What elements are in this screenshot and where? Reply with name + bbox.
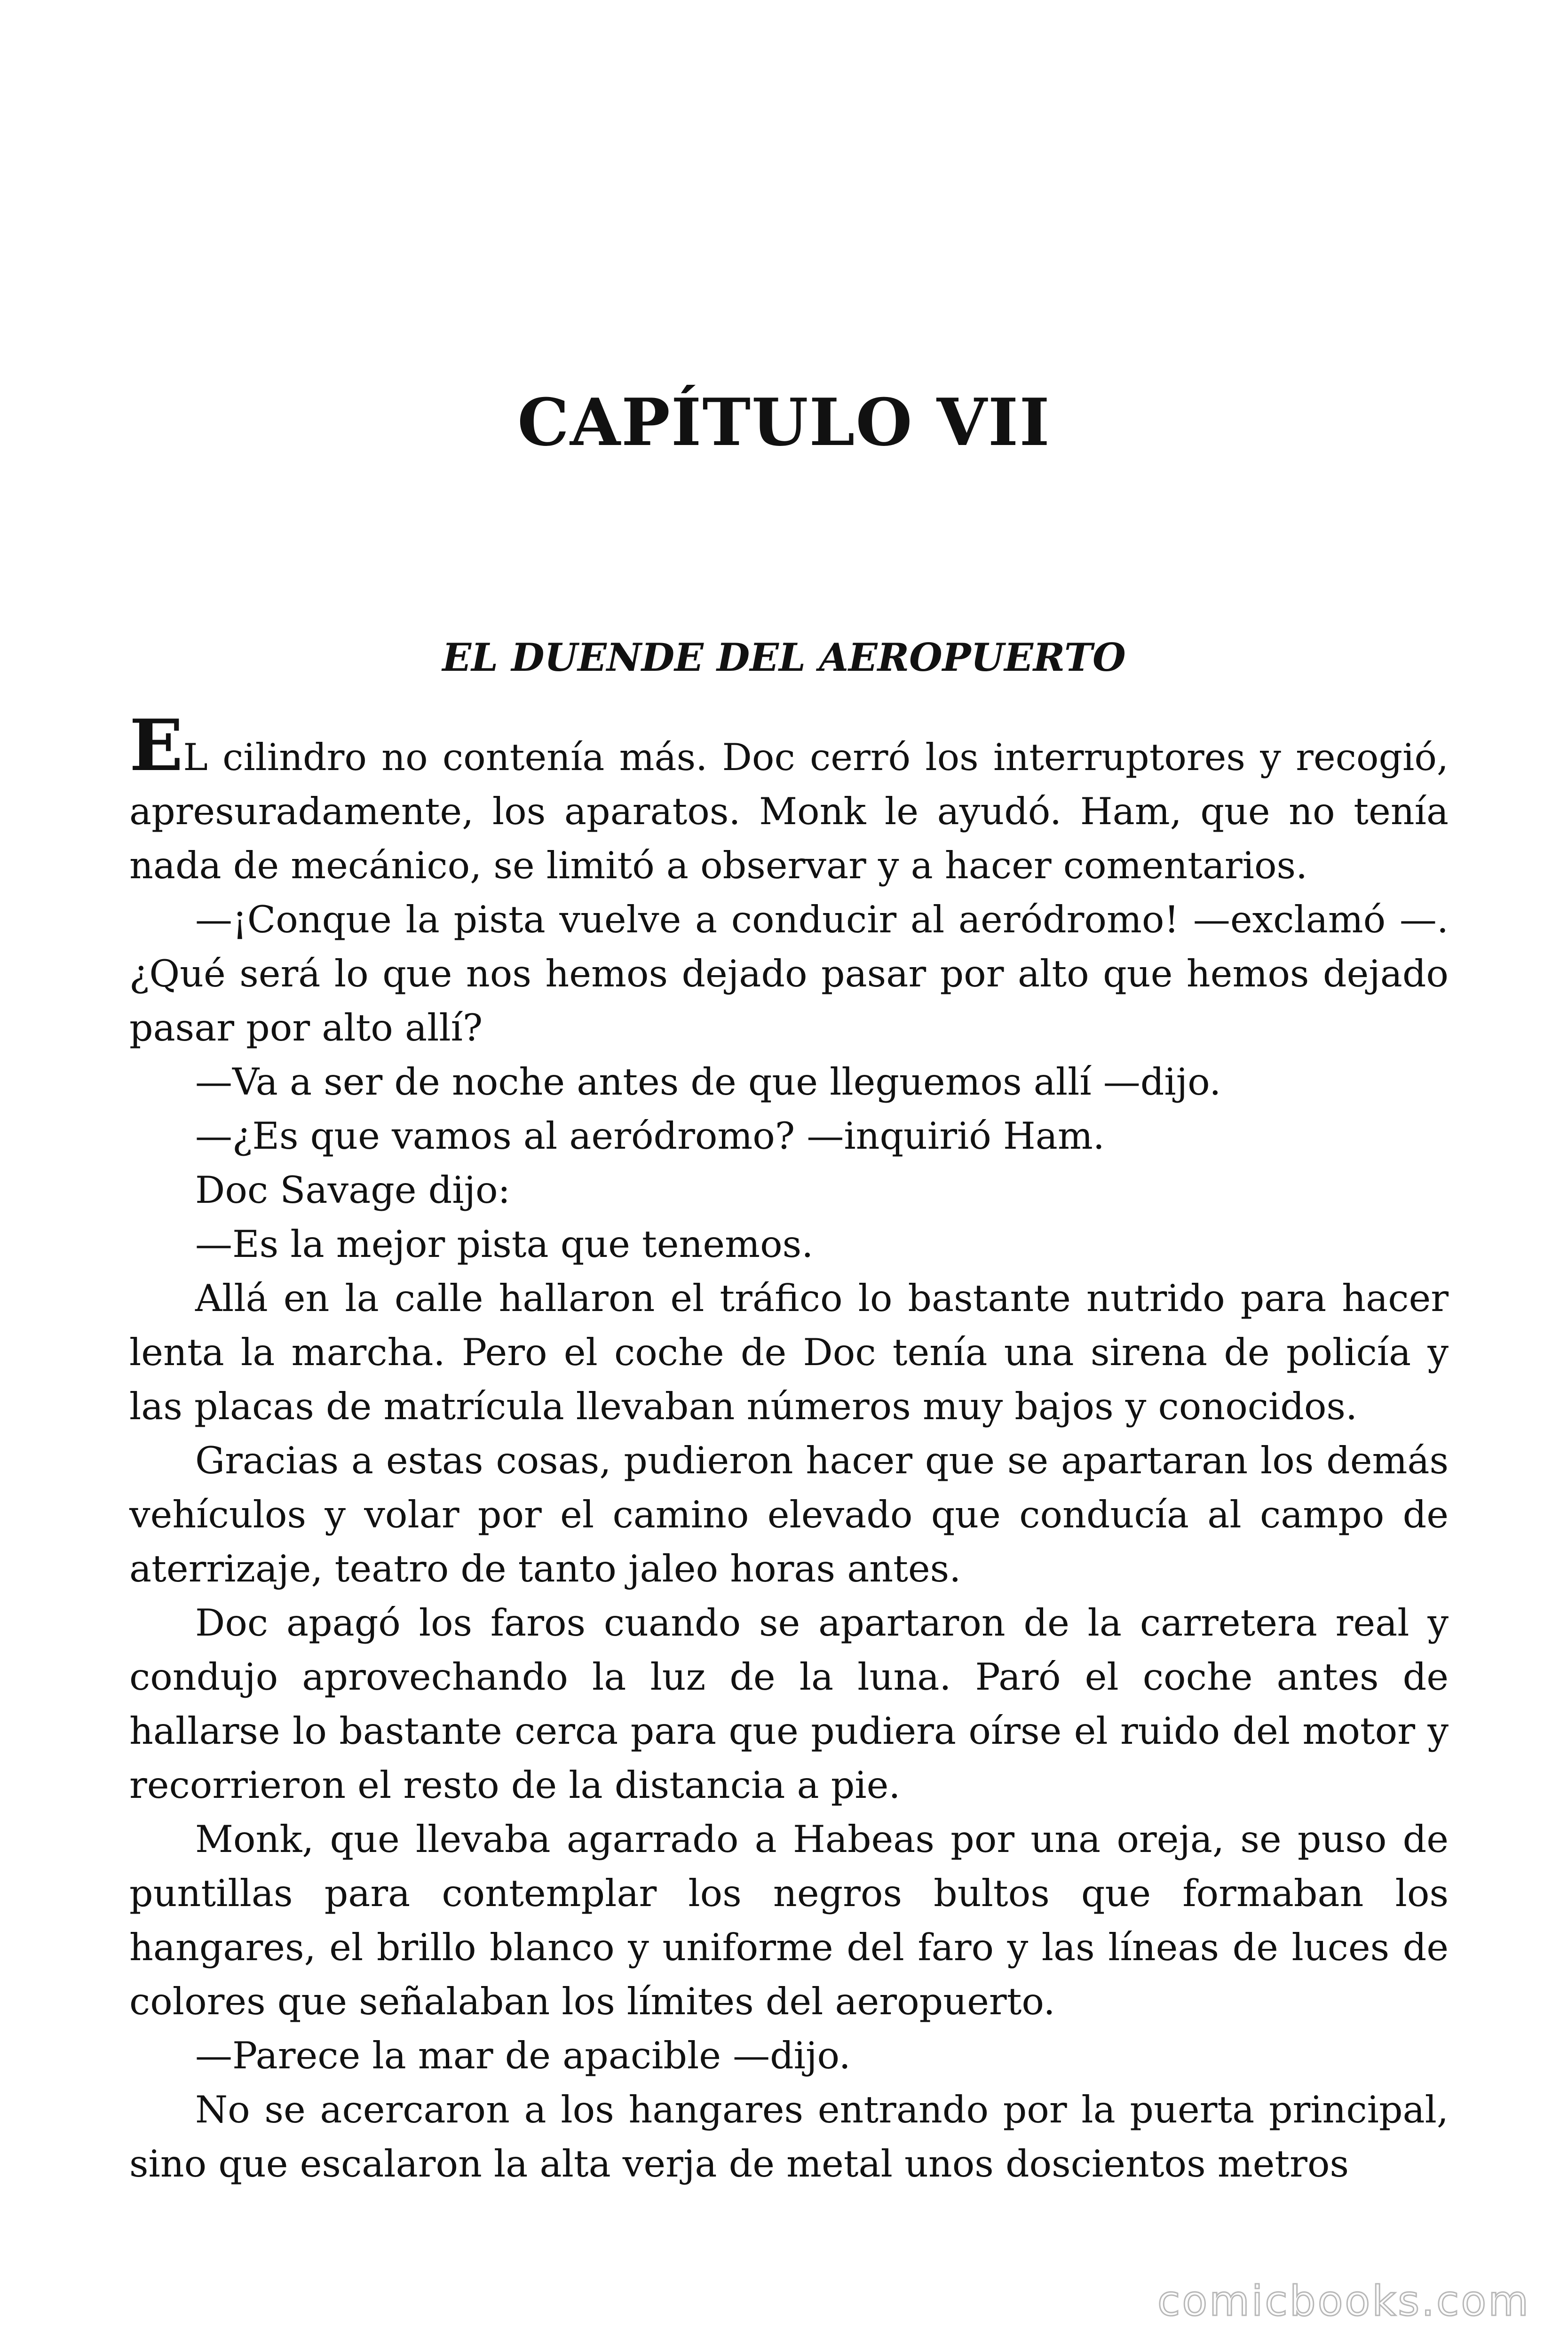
drop-cap: E <box>129 704 183 787</box>
paragraph: Doc Savage dijo: <box>195 1168 511 1212</box>
first-paragraph <box>129 704 1449 893</box>
paragraph: —Parece la mar de apacible —dijo. <box>195 2034 851 2077</box>
chapter-body <box>129 704 1449 2191</box>
paragraph: —Va a ser de noche antes de que lleguemos allí —dijo. <box>195 1060 1221 1104</box>
first-paragraph-text: cilindro no contenía más. Doc cerró los interruptores y recogió, apresuradamente, los aparatos. Monk le ayudó. Ham, que no tenía nada de mecánico, se limitó a observar y a hacer comentarios. <box>129 736 1449 887</box>
paragraph: —¿Es que vamos al aeródromo? —inquirió Ham. <box>195 1114 1105 1158</box>
drop-cap-lead: L <box>183 736 208 779</box>
paragraph: Gracias a estas cosas, pudieron hacer que se apartaran los demás vehículos y volar por el camino elevado que conducía al campo de aterrizaje, teatro de tanto jaleo horas antes. <box>129 1439 1449 1590</box>
watermark: comicbooks.com <box>1157 2277 1530 2325</box>
paragraph: —Es la mejor pista que tenemos. <box>195 1223 814 1266</box>
paragraph: No se acercaron a los hangares entrando por la puerta principal, sino que escalaron la alta verja de metal unos doscientos metros <box>129 2088 1449 2185</box>
paragraph: Monk, que llevaba agarrado a Habeas por una oreja, se puso de puntillas para contemplar los negros bultos que formaban los hangares, el brillo blanco y uniforme del faro y las líneas de luces de colores que señalaban los límites del aeropuerto. <box>129 1818 1449 2023</box>
chapter-title: CAPÍTULO VII <box>517 384 1051 461</box>
paragraph: Doc apagó los faros cuando se apartaron de la carretera real y condujo aprovechando la luz de la luna. Paró el coche antes de hallarse lo bastante cerca para que pudiera oírse el ruido del motor y recorrieron el resto de la distancia a pie. <box>129 1601 1449 1807</box>
chapter-subtitle: EL DUENDE DEL AEROPUERTO <box>442 636 1126 680</box>
paragraph: —¡Conque la pista vuelve a conducir al aeródromo! —exclamó —. ¿Qué será lo que nos hemos dejado pasar por alto que hemos dejado pasar por alto allí? <box>129 898 1449 1049</box>
paragraph: Allá en la calle hallaron el tráfico lo bastante nutrido para hacer lenta la marcha. Pero el coche de Doc tenía una sirena de policía y las placas de matrícula llevaban números muy bajos y conocidos. <box>129 1277 1449 1428</box>
